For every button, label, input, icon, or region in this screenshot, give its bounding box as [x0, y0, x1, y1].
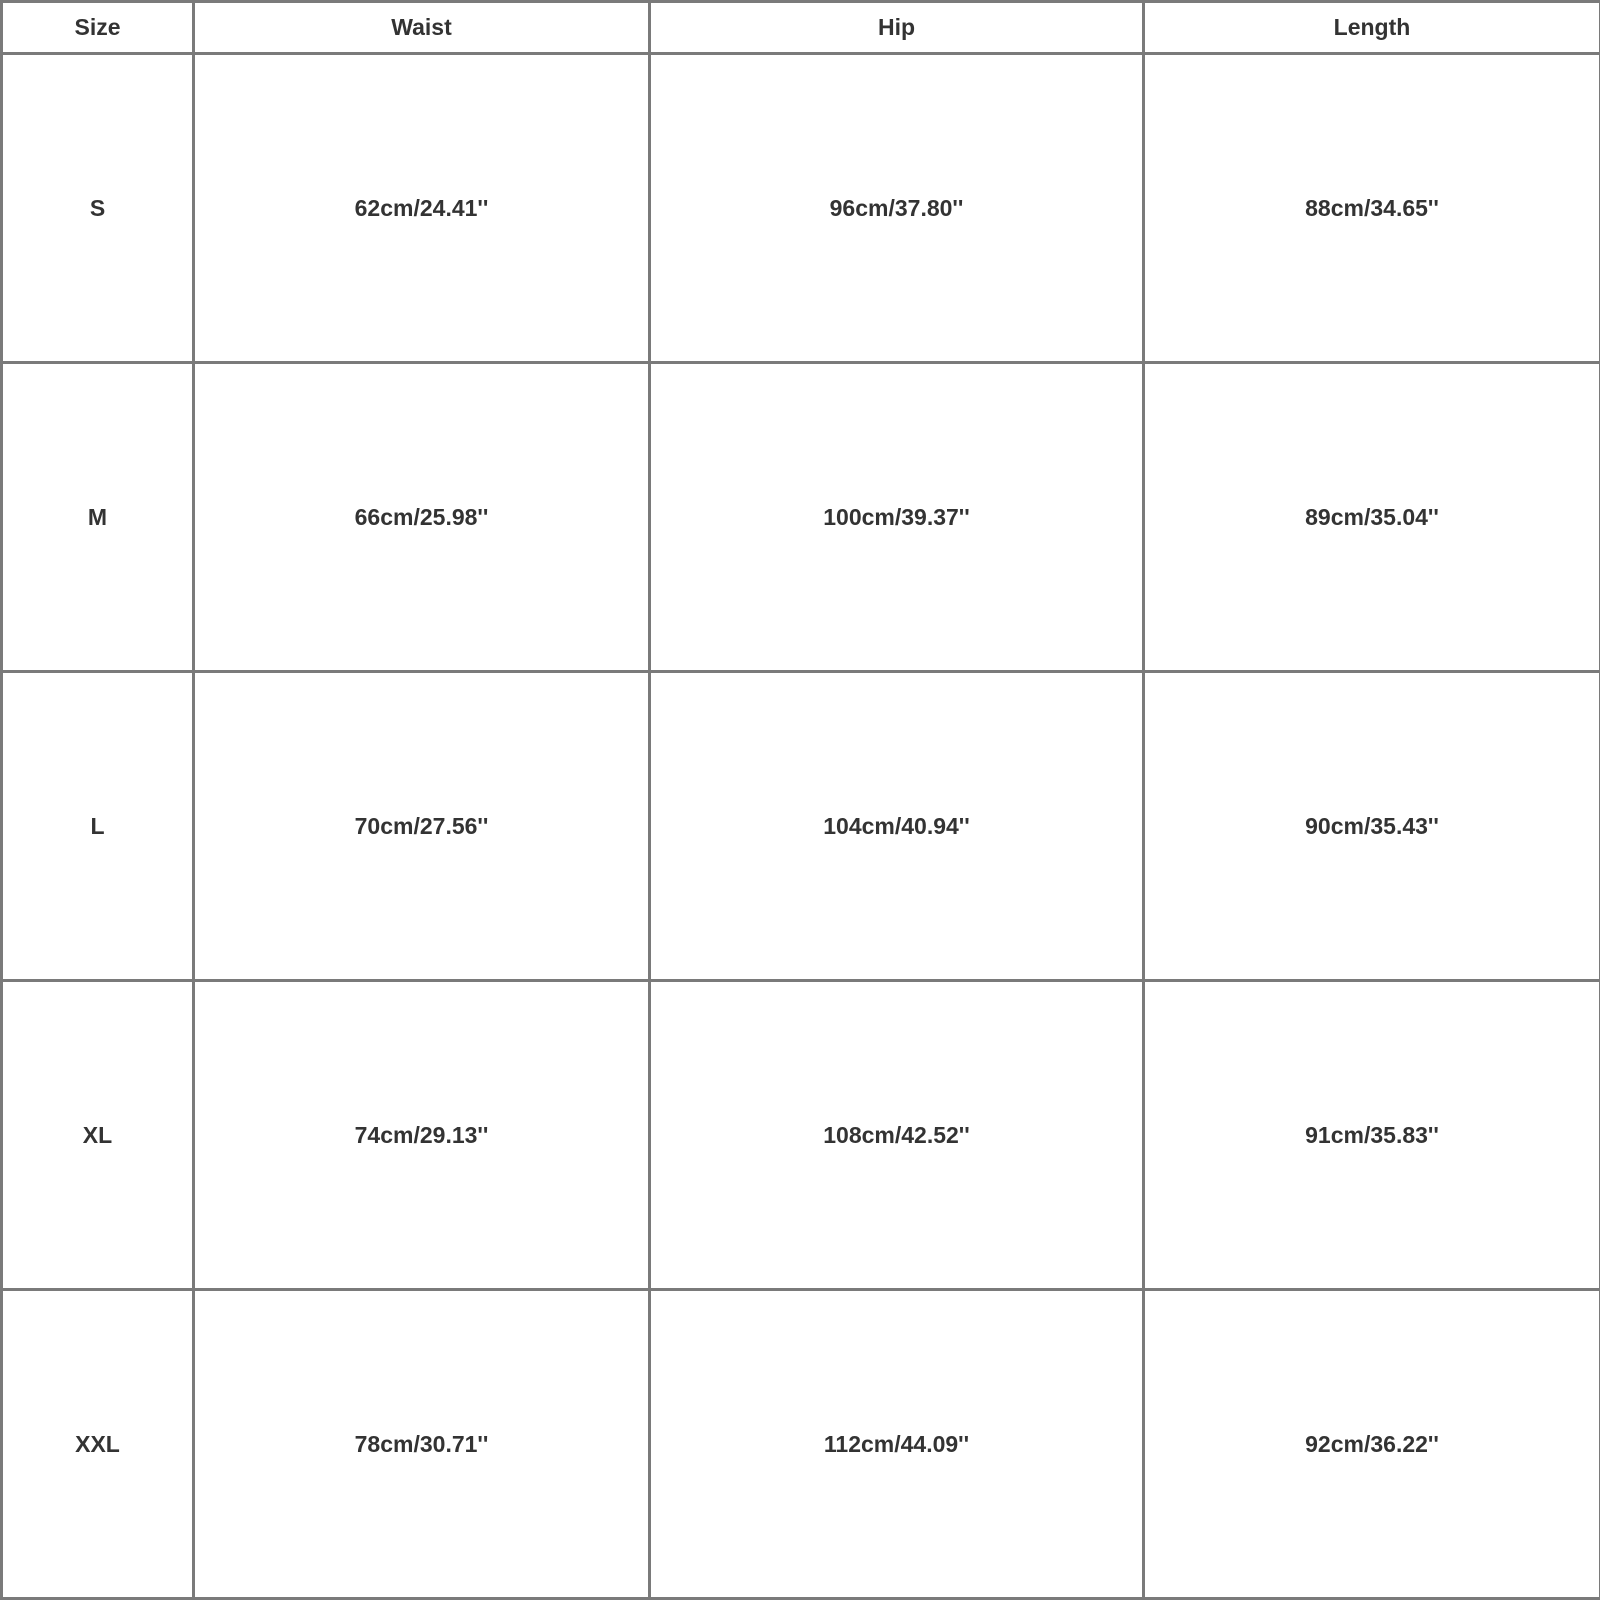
header-waist: Waist [194, 2, 650, 54]
cell-hip: 100cm/39.37'' [650, 363, 1144, 672]
cell-size: XL [2, 981, 194, 1290]
table-row [2, 981, 1600, 1290]
cell-waist: 70cm/27.56'' [194, 672, 650, 981]
cell-size: L [2, 672, 194, 981]
cell-hip: 112cm/44.09'' [650, 1290, 1144, 1599]
cell-length: 90cm/35.43'' [1144, 672, 1600, 981]
header-hip: Hip [650, 2, 1144, 54]
cell-size: S [2, 54, 194, 363]
cell-hip: 108cm/42.52'' [650, 981, 1144, 1290]
cell-size: XXL [2, 1290, 194, 1599]
header-length: Length [1144, 2, 1600, 54]
table-header-row [2, 2, 1600, 54]
cell-size: M [2, 363, 194, 672]
table-row [2, 54, 1600, 363]
table-row [2, 672, 1600, 981]
cell-length: 91cm/35.83'' [1144, 981, 1600, 1290]
cell-waist: 78cm/30.71'' [194, 1290, 650, 1599]
table-row [2, 1290, 1600, 1599]
cell-length: 88cm/34.65'' [1144, 54, 1600, 363]
header-size: Size [2, 2, 194, 54]
cell-waist: 74cm/29.13'' [194, 981, 650, 1290]
cell-waist: 66cm/25.98'' [194, 363, 650, 672]
cell-hip: 96cm/37.80'' [650, 54, 1144, 363]
cell-length: 89cm/35.04'' [1144, 363, 1600, 672]
table-row [2, 363, 1600, 672]
cell-waist: 62cm/24.41'' [194, 54, 650, 363]
cell-length: 92cm/36.22'' [1144, 1290, 1600, 1599]
cell-hip: 104cm/40.94'' [650, 672, 1144, 981]
